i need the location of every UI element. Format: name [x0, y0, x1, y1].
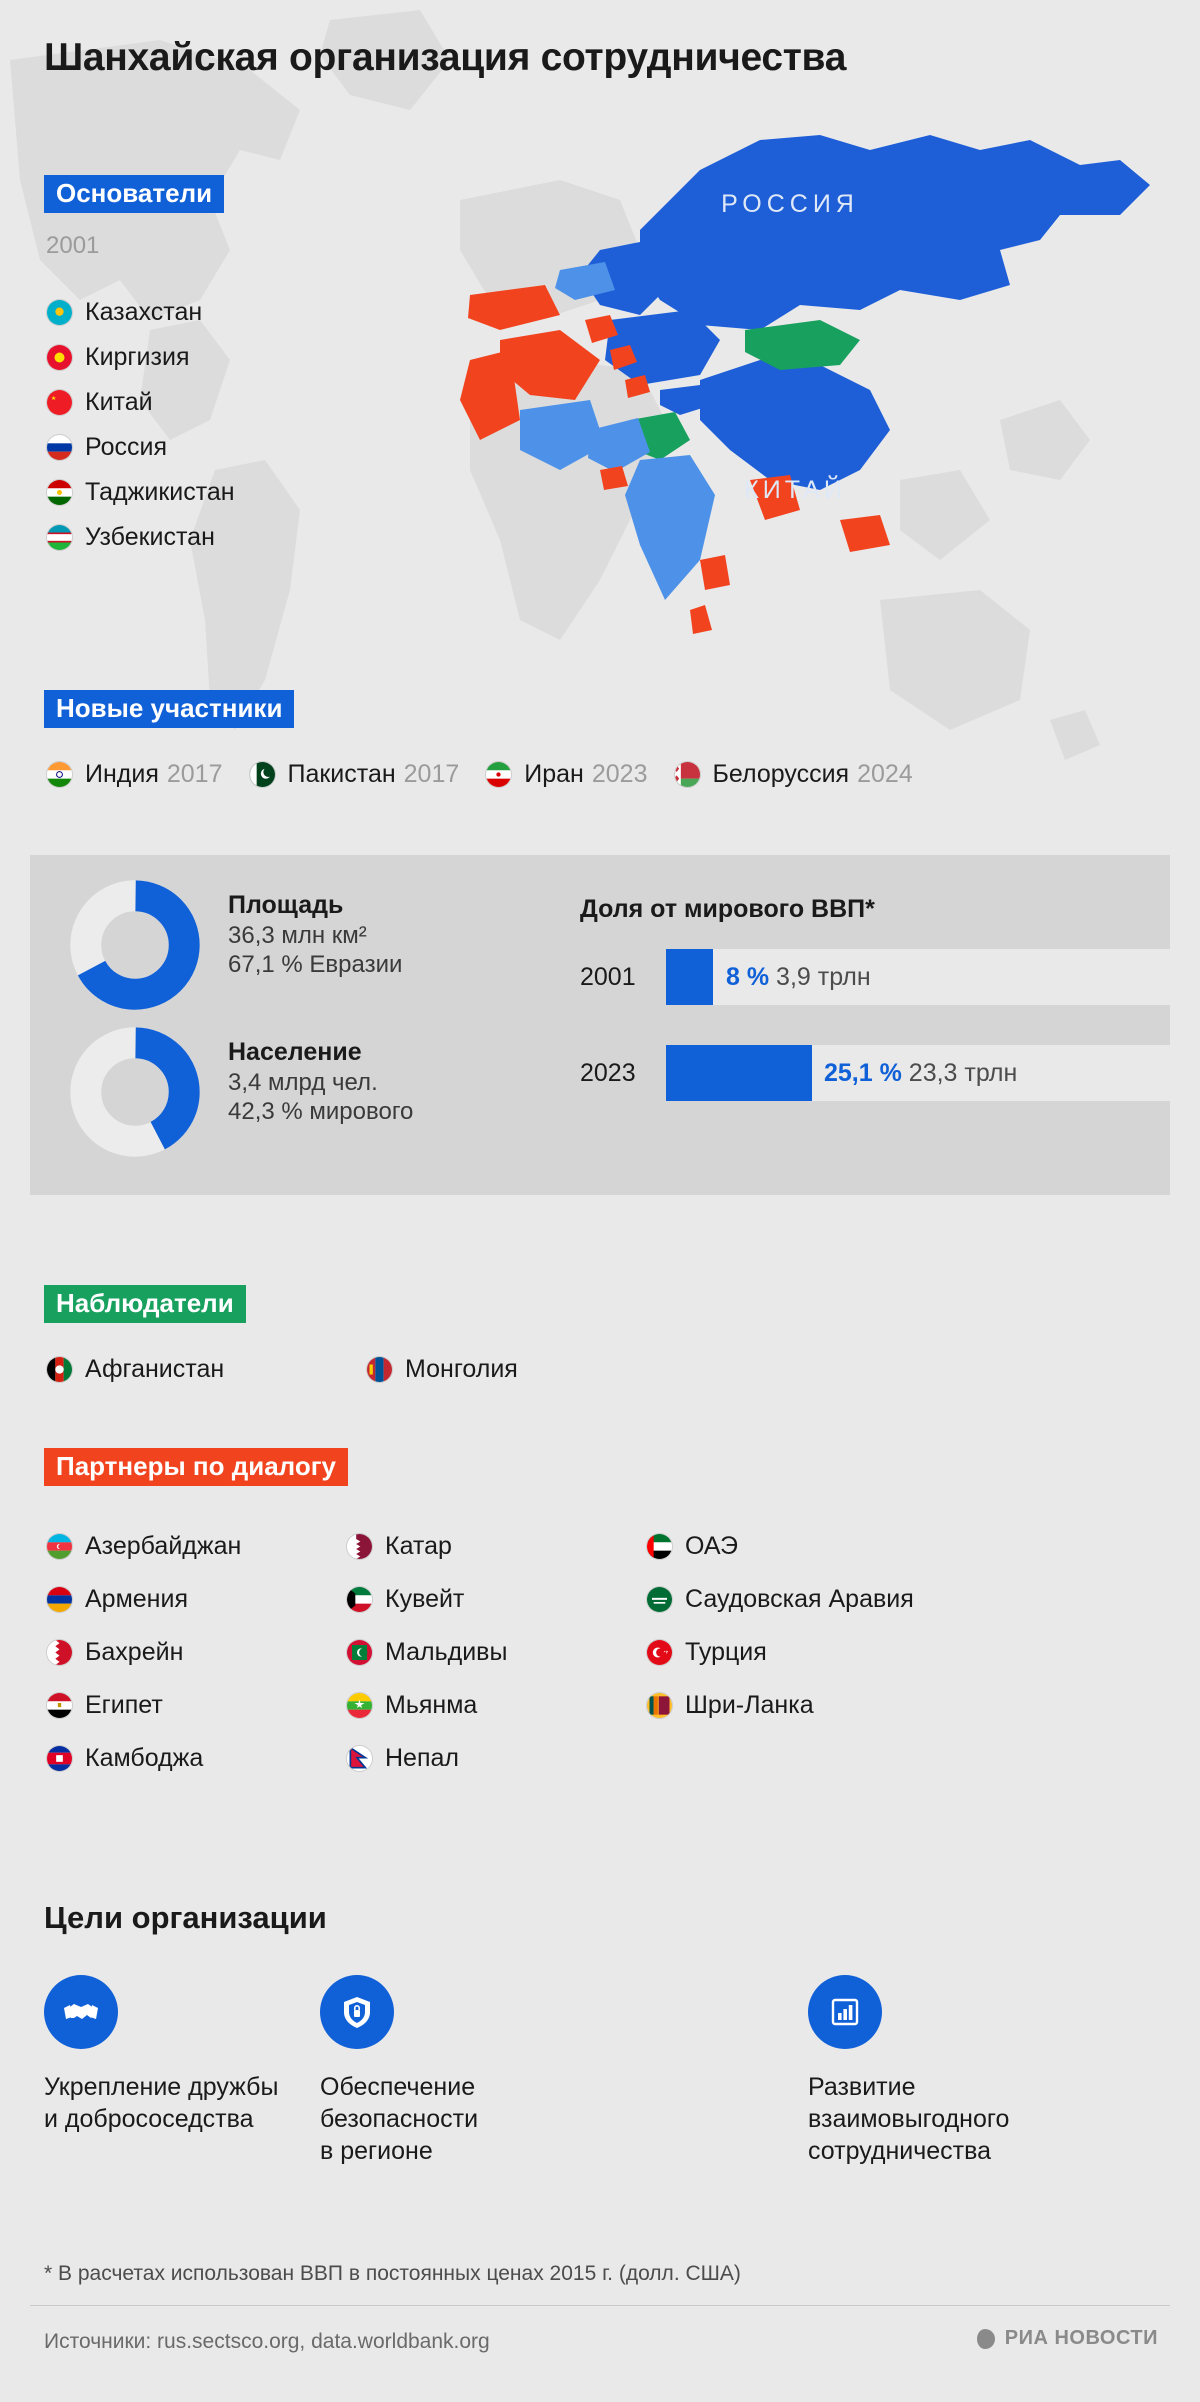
- logo-text: РИА НОВОСТИ: [1004, 2327, 1158, 2349]
- country-label: ОАЭ: [685, 1532, 738, 1560]
- country-label: Азербайджан: [85, 1532, 242, 1560]
- partners-list: [46, 1520, 1166, 1785]
- flag-nepal-icon: [346, 1745, 373, 1772]
- flag-maldives-icon: [346, 1639, 373, 1666]
- flag-uzbekistan-icon: [46, 524, 73, 551]
- list-item: [46, 290, 466, 335]
- flag-russia-icon: [46, 434, 73, 461]
- goal-friendship: [44, 1975, 314, 2135]
- list-item: [346, 1626, 646, 1679]
- goal-text: [320, 2071, 590, 2167]
- ria-novosti-logo: [974, 2327, 1158, 2350]
- flag-armenia-icon: [46, 1586, 73, 1613]
- country-label: Катар: [385, 1532, 452, 1560]
- country-label: Армения: [85, 1585, 188, 1613]
- country-label: Турция: [685, 1638, 767, 1666]
- gdp-value: 3,9 трлн: [776, 963, 871, 991]
- flag-turkey-icon: [646, 1639, 673, 1666]
- stats-panel: [30, 855, 1170, 1195]
- country-label: Казахстан: [85, 298, 203, 326]
- flag-saudi-arabia-icon: [646, 1586, 673, 1613]
- flag-mongolia-icon: [366, 1356, 393, 1383]
- population-share: 42,3 % мирового: [228, 1097, 414, 1125]
- flag-qatar-icon: [346, 1533, 373, 1560]
- flag-kyrgyzstan-icon: [46, 344, 73, 371]
- country-label: Белоруссия: [712, 760, 850, 788]
- list-item: [346, 1520, 646, 1573]
- flag-kazakhstan-icon: [46, 299, 73, 326]
- list-item: [646, 1520, 986, 1573]
- new-members-heading: Новые участники: [44, 690, 294, 728]
- country-label: Россия: [85, 433, 167, 461]
- partners-column-1: [46, 1520, 346, 1785]
- goal-line: взаимовыгодного: [808, 2105, 1010, 2133]
- country-label: Шри-Ланка: [685, 1691, 814, 1719]
- gdp-track: [666, 949, 1196, 1005]
- flag-myanmar-icon: [346, 1692, 373, 1719]
- gdp-percent: 8 %: [726, 963, 770, 991]
- list-item: [46, 1626, 346, 1679]
- list-item: [46, 1355, 366, 1384]
- flag-china-icon: [46, 389, 73, 416]
- list-item: [646, 1573, 986, 1626]
- country-year: 2017: [166, 760, 223, 788]
- goal-line: Обеспечение: [320, 2073, 476, 2101]
- goal-line: в регионе: [320, 2137, 433, 2165]
- list-item: [46, 760, 223, 789]
- map-label-china: КИТАЙ: [744, 476, 846, 504]
- list-item: [674, 760, 913, 789]
- area-title: Площадь: [228, 891, 344, 919]
- goal-development: [808, 1975, 1078, 2167]
- country-label: Бахрейн: [85, 1638, 184, 1666]
- area-value: 36,3 млн км²: [228, 921, 367, 949]
- country-label: Афганистан: [85, 1355, 225, 1383]
- country-label: Египет: [85, 1691, 163, 1719]
- population-value: 3,4 млрд чел.: [228, 1068, 378, 1096]
- list-item: [46, 1732, 346, 1785]
- gdp-track: [666, 1045, 1196, 1101]
- page-title: Шанхайская организация сотрудничества: [44, 36, 847, 79]
- flag-tajikistan-icon: [46, 479, 73, 506]
- list-item: [46, 1520, 346, 1573]
- shield-icon: [320, 1975, 394, 2049]
- country-label: Саудовская Аравия: [685, 1585, 914, 1613]
- list-item: [346, 1732, 646, 1785]
- goal-line: безопасности: [320, 2105, 479, 2133]
- country-label: Непал: [385, 1744, 459, 1772]
- flag-kuwait-icon: [346, 1586, 373, 1613]
- country-label: Таджикистан: [85, 478, 235, 506]
- population-donut-chart: [70, 1027, 200, 1162]
- country-label: Индия: [85, 760, 159, 788]
- country-year: 2023: [591, 760, 648, 788]
- flag-pakistan-icon: [249, 761, 276, 788]
- list-item: [46, 1573, 346, 1626]
- gdp-percent: 25,1 %: [824, 1059, 902, 1087]
- flag-india-icon: [46, 761, 73, 788]
- flag-uae-icon: [646, 1533, 673, 1560]
- new-members-list: [46, 760, 939, 789]
- gdp-row-2023: [580, 1045, 1200, 1101]
- list-item: [646, 1626, 986, 1679]
- country-year: 2017: [403, 760, 460, 788]
- bar-chart-icon: [808, 1975, 882, 2049]
- goal-line: Укрепление дружбы: [44, 2073, 279, 2101]
- list-item: [46, 515, 466, 560]
- country-label: Камбоджа: [85, 1744, 204, 1772]
- goal-line: Развитие: [808, 2073, 916, 2101]
- flag-cambodia-icon: [46, 1745, 73, 1772]
- goal-security: [320, 1975, 590, 2167]
- founders-year: 2001: [46, 232, 100, 259]
- gdp-value: 23,3 трлн: [908, 1059, 1018, 1087]
- country-label: Мальдивы: [385, 1638, 508, 1666]
- flag-sri-lanka-icon: [646, 1692, 673, 1719]
- list-item: [366, 1355, 686, 1384]
- map-label-russia: РОССИЯ: [721, 190, 859, 218]
- country-label: Монголия: [405, 1355, 518, 1383]
- list-item: [46, 335, 466, 380]
- country-label: Узбекистан: [85, 523, 215, 551]
- flag-egypt-icon: [46, 1692, 73, 1719]
- goal-line: и добрососедства: [44, 2105, 254, 2133]
- list-item: [346, 1679, 646, 1732]
- country-label: Кувейт: [385, 1585, 465, 1613]
- partners-column-2: [346, 1520, 646, 1785]
- country-year: 2024: [857, 760, 913, 788]
- population-stat: [228, 1037, 413, 1126]
- founders-heading: Основатели: [44, 175, 224, 213]
- list-item: [346, 1573, 646, 1626]
- population-title: Население: [228, 1038, 362, 1066]
- list-item: [485, 760, 647, 789]
- flag-bahrain-icon: [46, 1639, 73, 1666]
- goals-heading: Цели организации: [44, 1900, 327, 1935]
- globe-icon: [974, 2328, 996, 2350]
- goal-text: [44, 2071, 314, 2135]
- area-share: 67,1 % Евразии: [228, 950, 403, 978]
- goal-text: [808, 2071, 1078, 2167]
- list-item: [646, 1679, 986, 1732]
- gdp-labels: [824, 1059, 1017, 1088]
- area-stat: [228, 890, 402, 979]
- country-label: Китай: [85, 388, 153, 416]
- source-text: Источники: rus.sectsco.org, data.worldbank.org: [44, 2330, 490, 2353]
- country-label: Пакистан: [287, 760, 396, 788]
- flag-belarus-icon: [674, 761, 701, 788]
- footnote: * В расчетах использован ВВП в постоянных ценах 2015 г. (долл. США): [44, 2262, 741, 2285]
- founders-list: [46, 290, 466, 560]
- gdp-year: 2001: [580, 963, 636, 991]
- footer-divider: [30, 2305, 1170, 2306]
- partners-column-3: [646, 1520, 986, 1785]
- gdp-row-2001: [580, 949, 1200, 1005]
- country-label: Мьянма: [385, 1691, 478, 1719]
- list-item: [46, 425, 466, 470]
- flag-iran-icon: [485, 761, 512, 788]
- list-item: [46, 470, 466, 515]
- partners-heading: Партнеры по диалогу: [44, 1448, 348, 1486]
- gdp-year: 2023: [580, 1059, 636, 1087]
- country-label: Иран: [524, 760, 584, 788]
- list-item: [46, 1679, 346, 1732]
- observers-heading: Наблюдатели: [44, 1285, 246, 1323]
- handshake-icon: [44, 1975, 118, 2049]
- flag-azerbaijan-icon: [46, 1533, 73, 1560]
- gdp-title: Доля от мирового ВВП*: [580, 895, 875, 923]
- gdp-labels: [726, 963, 871, 992]
- flag-afghanistan-icon: [46, 1356, 73, 1383]
- gdp-bar: [666, 1045, 812, 1101]
- goal-line: сотрудничества: [808, 2137, 992, 2165]
- list-item: [46, 380, 466, 425]
- area-donut-chart: [70, 880, 200, 1015]
- list-item: [249, 760, 460, 789]
- gdp-bar: [666, 949, 713, 1005]
- observers-list: [46, 1355, 686, 1384]
- country-label: Киргизия: [85, 343, 190, 371]
